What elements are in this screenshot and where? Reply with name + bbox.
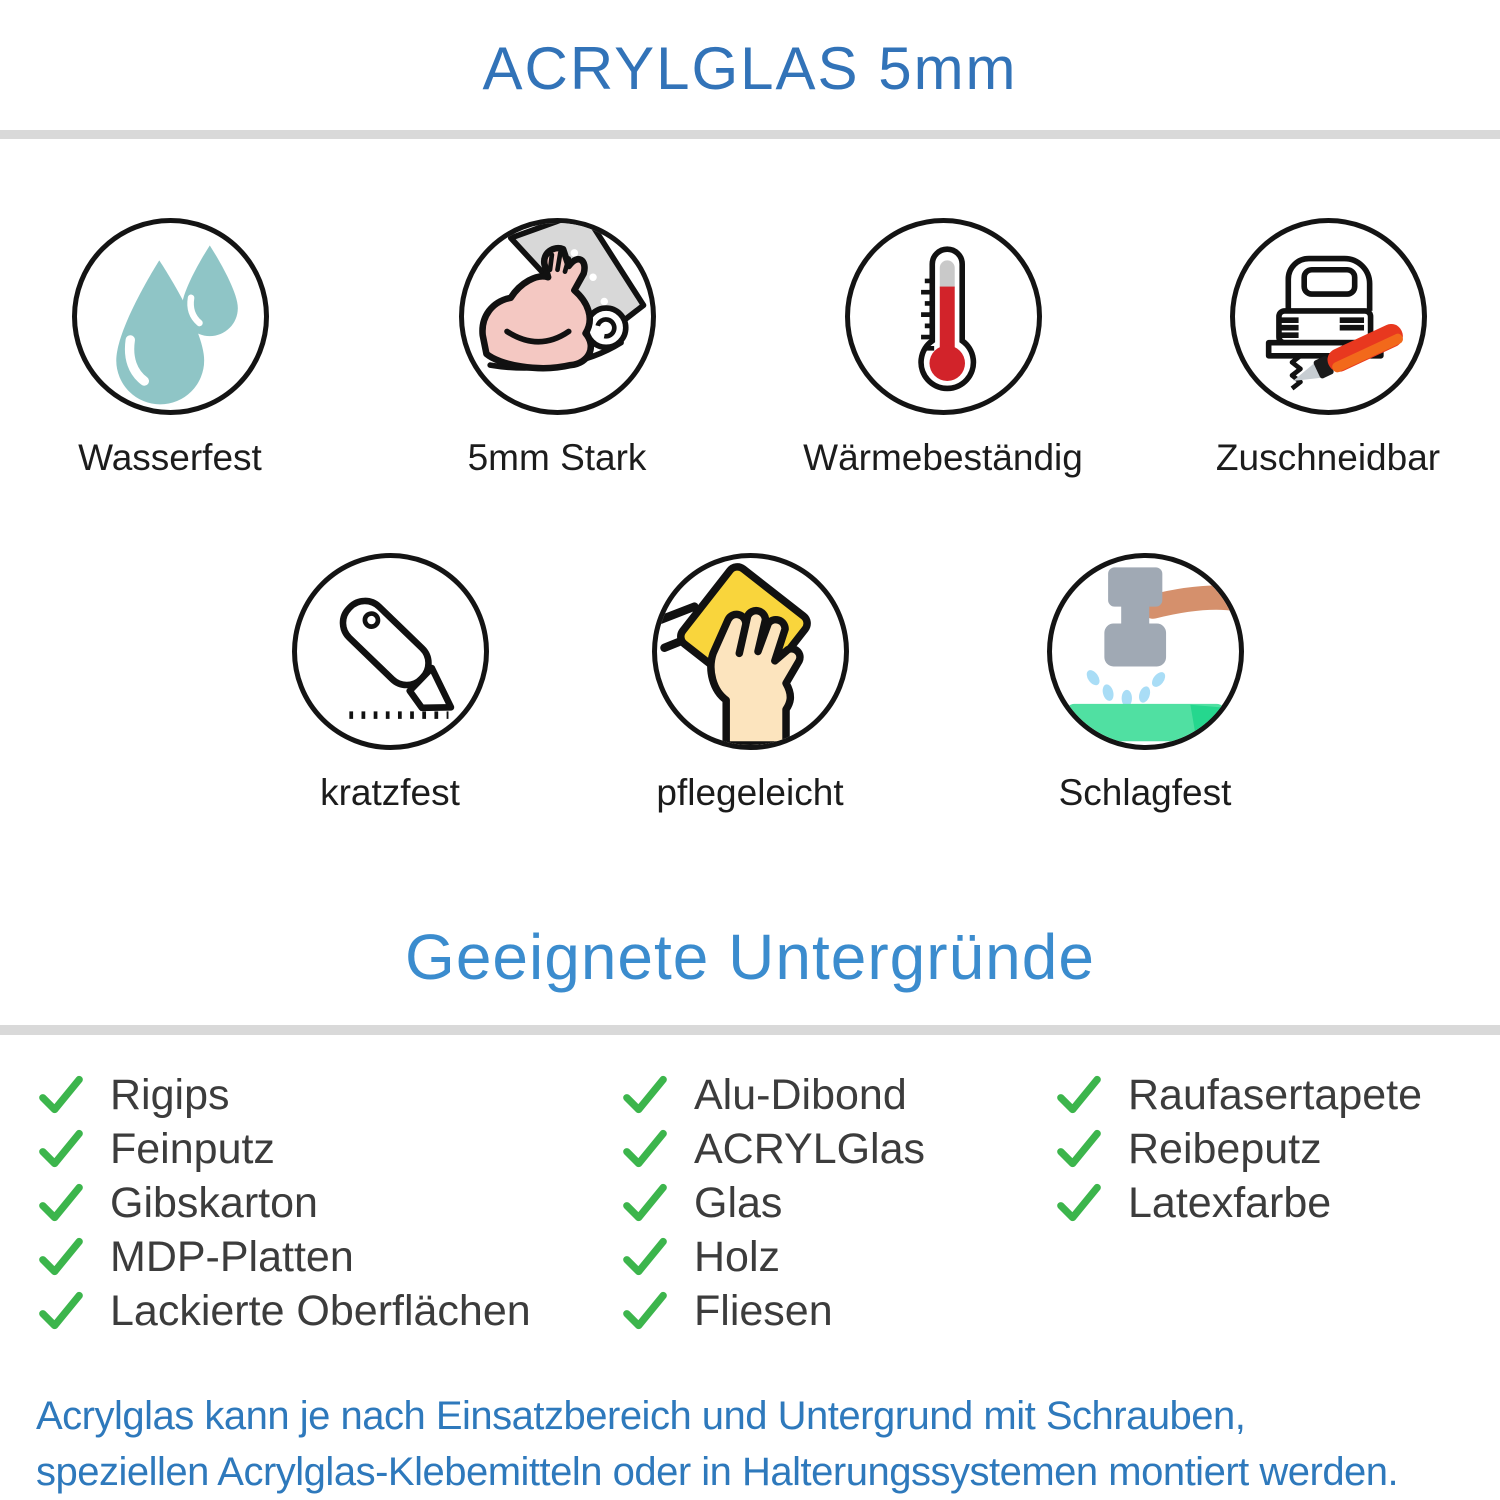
feature-kratzfest [220, 553, 560, 814]
surface-label: Rigips [110, 1070, 230, 1119]
cleaning-hand-icon [657, 558, 844, 745]
surface-item [38, 1230, 531, 1284]
surfaces-column-2 [622, 1068, 925, 1338]
feature-label: kratzfest [320, 772, 460, 813]
surface-label: Holz [694, 1232, 781, 1281]
feature-circle [845, 218, 1042, 415]
surface-item [622, 1176, 925, 1230]
feature-wasserfest [0, 218, 340, 479]
surface-item [38, 1068, 531, 1122]
check-icon [622, 1129, 668, 1169]
feature-label: Wasserfest [78, 437, 262, 478]
check-icon [38, 1291, 84, 1331]
surface-item [38, 1176, 531, 1230]
surface-label: Gibskarton [110, 1178, 318, 1227]
feature-circle [292, 553, 489, 750]
feature-pflegeleicht [580, 553, 920, 814]
surface-label: ACRYLGlas [694, 1124, 926, 1173]
check-icon [622, 1291, 668, 1331]
page-title: ACRYLGLAS 5mm [482, 35, 1018, 102]
feature-circle [72, 218, 269, 415]
divider-bar-top [0, 130, 1500, 139]
water-drops-icon [77, 223, 264, 410]
surface-item [622, 1284, 925, 1338]
feature-schlagfest [975, 553, 1315, 814]
surface-label: Reibeputz [1128, 1124, 1322, 1173]
surface-label: Fliesen [694, 1286, 833, 1335]
surface-label: Latexfarbe [1128, 1178, 1332, 1227]
check-icon [1056, 1075, 1102, 1115]
utility-knife-icon [297, 558, 484, 745]
surface-label: Lackierte Oberflächen [110, 1286, 531, 1335]
feature-circle [1230, 218, 1427, 415]
feature-circle [652, 553, 849, 750]
surfaces-column-1 [38, 1068, 531, 1338]
feature-circle [1047, 553, 1244, 750]
surface-item [1056, 1176, 1422, 1230]
surface-label: Raufasertapete [1128, 1070, 1423, 1119]
surface-label: Feinputz [110, 1124, 275, 1173]
feature-label: 5mm Stark [467, 437, 647, 478]
thermometer-icon [850, 223, 1037, 410]
surface-item [622, 1122, 925, 1176]
surfaces-column-3 [1056, 1068, 1422, 1230]
check-icon [622, 1075, 668, 1115]
feature-circle [459, 218, 656, 415]
feature-5mm-stark [387, 218, 727, 479]
surface-item [38, 1122, 531, 1176]
jigsaw-cutter-icon [1235, 223, 1422, 410]
footer-line-1: Acrylglas kann je nach Einsatzbereich und Untergrund mit Schrauben, [36, 1394, 1246, 1438]
feature-label: Schlagfest [1058, 772, 1232, 813]
surface-item [1056, 1068, 1422, 1122]
surface-label: Glas [694, 1178, 783, 1227]
surface-label: MDP-Platten [110, 1232, 354, 1281]
feature-waermebestaendig [773, 218, 1113, 479]
strong-arm-icon [464, 223, 651, 410]
feature-label: pflegeleicht [656, 772, 844, 813]
check-icon [38, 1237, 84, 1277]
check-icon [38, 1075, 84, 1115]
feature-zuschneidbar [1158, 218, 1498, 479]
surfaces-heading: Geeignete Untergründe [405, 921, 1095, 993]
surface-item [1056, 1122, 1422, 1176]
check-icon [1056, 1183, 1102, 1223]
surface-item [622, 1068, 925, 1122]
footer-line-2: speziellen Acrylglas-Klebemitteln oder in Halterungssystemen montiert werden. [36, 1450, 1399, 1494]
surface-item [38, 1284, 531, 1338]
check-icon [38, 1129, 84, 1169]
surface-item [622, 1230, 925, 1284]
check-icon [622, 1237, 668, 1277]
hammer-icon [1052, 558, 1239, 745]
check-icon [1056, 1129, 1102, 1169]
surface-label: Alu-Dibond [694, 1070, 907, 1119]
feature-label: Wärmebeständig [803, 437, 1083, 478]
feature-label: Zuschneidbar [1215, 437, 1441, 478]
check-icon [38, 1183, 84, 1223]
check-icon [622, 1183, 668, 1223]
divider-bar-middle [0, 1025, 1500, 1035]
footer-note [36, 1388, 1480, 1500]
